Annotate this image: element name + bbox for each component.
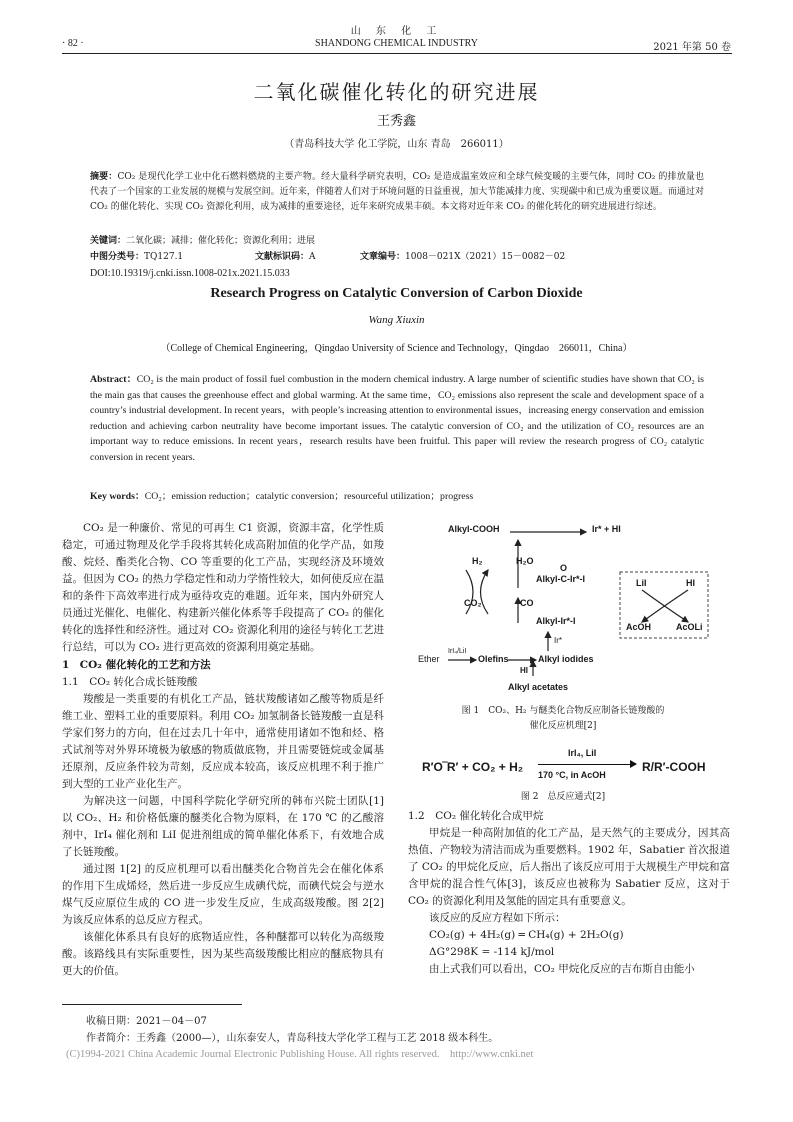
clc-number <box>90 250 183 265</box>
doc-code-label: 文献标识码： <box>255 252 310 262</box>
keywords-cn <box>90 234 315 249</box>
article-number <box>360 250 565 265</box>
copyright-watermark: (C)1994-2021 China Academic Journal Electronic Publishing House. All rights reserved. http://www.cnki.net <box>66 1049 534 1060</box>
figure-2-caption: 图 2 总反应通式[2] <box>520 792 606 802</box>
keywords-en-text: CO₂；emission reduction；catalytic conversion；resourceful utilization；progress <box>144 491 474 502</box>
label-alkyl-iridium: Alkyl-Ir*-I <box>536 616 576 626</box>
label-acoli: AcOLi <box>676 622 703 632</box>
keywords-en <box>90 488 473 502</box>
clc-value: TQ127.1 <box>144 252 184 262</box>
article-title-en: Research Progress on Catalytic Conversion of Carbon Dioxide <box>210 286 583 301</box>
footnote-rule <box>62 1004 242 1005</box>
label-olefins: Olefins <box>478 654 509 664</box>
label-hi: HI <box>686 578 695 588</box>
label-co: CO <box>520 598 534 608</box>
figure-1-diagram <box>408 518 718 698</box>
article-no-label: 文章编号： <box>360 252 406 262</box>
equation-arrowhead <box>630 760 637 768</box>
equation-conditions: 170 °C, in AcOH <box>538 770 606 780</box>
section-1-heading: 1 CO₂ 催化转化的工艺和方法 <box>62 659 211 671</box>
label-h2o: H₂O <box>516 556 534 566</box>
left-column <box>62 520 384 980</box>
label-ether: Ether <box>418 654 440 664</box>
author-en: Wang Xiuxin <box>368 314 425 326</box>
arrow-rwgs <box>481 570 489 614</box>
section-1-2-heading: 1.2 CO₂ 催化转化合成甲烷 <box>408 810 544 822</box>
abstract-cn-text: CO₂ 是现代化学工业中化石燃料燃烧的主要产物。经大量科学研究表明，CO₂ 是造成温室效应和全球气候变暖的主要气体，同时 CO₂ 的排放量也代表了一个国家的工业发展的规模与发展空间。近年来，伴随着人们对于环境问题的日益重视，加大节能减排力度、实现碳中和已成为重要议题。而通过对 CO₂ 的催化转化、实现 CO₂ 资源化利用，成为减排的重要途径，近年来研究成果丰硕。本文将对近年来 CO₂ 的催化转化的研究进展进行综述。 <box>90 172 704 212</box>
label-acyl-iridium: Alkyl-C-Ir*-I <box>536 574 586 584</box>
affiliation-en: （College of Chemical Engineering，Qingdao University of Science and Technology，Qingdao 266011，China） <box>160 343 633 354</box>
equation-arrow <box>538 764 636 765</box>
label-alkyl-iodides: Alkyl iodides <box>538 654 594 664</box>
abstract-en-label: Abstract： <box>90 374 137 385</box>
figure-1-arrows <box>408 518 718 698</box>
figure-1-caption-line-2: 催化反应机理[2] <box>529 721 597 731</box>
keywords-label: 关键词： <box>90 236 127 246</box>
paragraph-carboxylic-acid: 羧酸是一类重要的有机化工产品，链状羧酸诸如乙酸等物质是纤维工业、塑料工业的重要原料。利用 CO₂ 加氢制备长链羧酸一直是科学家们努力的方向，但在过去几十年中，通常使用诸如不饱和烃、格式试剂等对外界环境极为敏感的物质做底物，并且需要链烷或金属基还原剂，反应条件较为苛刻，反应成本较高，该反应机理不利于推广到大型的工业产业化生产。 <box>62 693 384 790</box>
keywords-cn-text: 二氧化碳；减排；催化转化；资源化利用；进展 <box>126 236 316 246</box>
label-alkyl-acetates: Alkyl acetates <box>508 682 569 692</box>
label-acoh: AcOH <box>626 622 652 632</box>
header-rule <box>62 53 732 54</box>
figure-1-caption <box>408 704 718 734</box>
clc-label: 中图分类号： <box>90 252 145 262</box>
abstract-en-text: CO₂ is the main product of fossil fuel combustion in the modern chemical industry. A large number of scientific studies have shown that CO₂ is the main gas that causes the greenhouse effect and global warming. At the same time，CO₂ emissions also represent the scale and development space of a country’s industrial development. In recent years，with people’s increasing attention to environmental issues，increasing energy conservation and emission reduction and achieving carbon neutrality have become important issues. The catalytic conversion of CO₂ and the utilization of CO₂ resources are an important way to reduce emissions. In recent years，research results have been fruitful. This paper will review the research progress of CO₂ catalytic conversion in recent years. <box>90 374 704 463</box>
journal-name-en: SHANDONG CHEMICAL INDUSTRY <box>315 38 478 49</box>
author-cn: 王秀鑫 <box>376 114 416 129</box>
right-column <box>408 808 730 978</box>
page-number: · 82 · <box>62 38 84 49</box>
equation-product: R/R′-COOH <box>642 760 706 774</box>
article-title-cn: 二氧化碳催化转化的研究进展 <box>253 80 540 104</box>
equation-reactants: R′O‾R′ + CO₂ + H₂ <box>422 760 524 774</box>
doc-code-value: A <box>309 252 316 262</box>
label-alkyl-cooh: Alkyl-COOH <box>448 524 500 534</box>
paragraph-methane: 甲烷是一种高附加值的化工产品，是天然气的主要成分，因其高热值、产物较为清洁而成为重要燃料。1902 年，Sabatier 首次报道了 CO₂ 的甲烷化反应，后人指出了该反应可用于大规模生产甲烷和富含甲烷的混合性气体[3]，该反应也被称为 Sabatier 反应，这对于 CO₂ 的资源化利用及氢能的固定具有重要意义。 <box>408 827 730 907</box>
equation-gibbs: ΔG°298K = -114 kJ/mol <box>429 946 555 958</box>
figure-2-equation <box>420 748 720 784</box>
equation-catalyst: IrI₄, LiI <box>568 748 597 758</box>
label-ir-hi: Ir* + HI <box>592 524 621 534</box>
abstract-cn <box>90 170 704 215</box>
received-date: 收稿日期：2021－04－07 <box>86 1016 207 1027</box>
section-1-1-heading: 1.1 CO₂ 转化合成长链羧酸 <box>62 676 198 688</box>
paragraph-gibbs-analysis: 由上式我们可以看出，CO₂ 甲烷化反应的吉布斯自由能小 <box>429 963 695 975</box>
journal-name-cn: 山 东 化 工 <box>350 26 443 37</box>
label-iri4-lii: IrI₄/LiI <box>448 648 467 655</box>
doi[interactable]: DOI:10.19319/j.cnki.issn.1008-021x.2021.15.033 <box>90 268 290 279</box>
abstract-en <box>90 372 704 465</box>
label-oxo: O <box>560 563 568 573</box>
label-h2: H₂ <box>472 556 483 566</box>
author-bio: 作者简介：王秀鑫（2000—），山东泰安人，青岛科技大学化学工程与工艺 2018 级本科生。 <box>86 1033 499 1044</box>
label-ir-star: Ir* <box>554 636 562 645</box>
keywords-en-label: Key words： <box>90 491 145 502</box>
label-co2: CO₂ <box>464 598 482 608</box>
paragraph-mechanism: 通过图 1[2] 的反应机理可以看出醚类化合物首先会在催化体系的作用下生成烯烃，然后进一步反应生成碘代烷，而碘代烷会与逆水煤气反应原位生成的 CO 进一步发生反应，生成高级羧酸。图 2[2] 为该反应体系的总反应方程式。 <box>62 863 384 926</box>
equation-sabatier: CO₂(g) + 4H₂(g) ═ CH₄(g) + 2H₂O(g) <box>429 929 624 941</box>
paragraph-han-team: 为解决这一问题，中国科学院化学研究所的韩布兴院士团队[1] 以 CO₂、H₂ 和价格低廉的醚类化合物为原料，在 170 ℃ 的乙酸溶剂中，IrI₄ 催化剂和 LiI 促进剂组成的简单催化体系下，有效地合成了长链羧酸。 <box>62 795 384 858</box>
abstract-label: 摘要： <box>90 172 118 182</box>
article-no-value: 1008－021X（2021）15－0082－02 <box>405 252 566 262</box>
paragraph-equation-intro: 该反应的反应方程如下所示： <box>429 912 566 924</box>
affiliation-cn: （青岛科技大学 化工学院，山东 青岛 266011） <box>284 139 509 150</box>
paragraph-substrate: 该催化体系具有良好的底物适应性，各种醚都可以转化为高级羧酸。该路线具有实际重要性，因为某些高级羧酸比相应的醚底物具有更大的价值。 <box>62 931 384 977</box>
document-code <box>255 250 316 265</box>
label-lii: LiI <box>636 578 647 588</box>
issue-info: 2021 年第 50 卷 <box>653 42 731 53</box>
intro-paragraph: CO₂ 是一种廉价、常见的可再生 C1 资源，资源丰富，化学性质稳定，可通过物理及化学手段将其转化成高附加值的化学产品，如羧酸、烷烃、酯类化合物、CO 等重要的化工产品，实现经济及环境效益。但因为 CO₂ 的热力学稳定性和动力学惰性较大，如何使反应在温和的条件下高效率进行成为亟待攻克的难题。近年来，国内外研究人员通过光催化、电催化、构建新兴催化体系等手段提高了 CO₂ 的催化转化的选择性和经济性。通过对 CO₂ 资源化利用的途径与转化工艺进行总结，可以为 CO₂ 进行更高效的资源利用奠定基础。 <box>62 522 384 653</box>
figure-1-caption-line-1: 图 1 CO₂、H₂ 与醚类化合物反应制备长链羧酸的 <box>461 706 665 716</box>
label-hi-lower: HI <box>520 666 528 675</box>
